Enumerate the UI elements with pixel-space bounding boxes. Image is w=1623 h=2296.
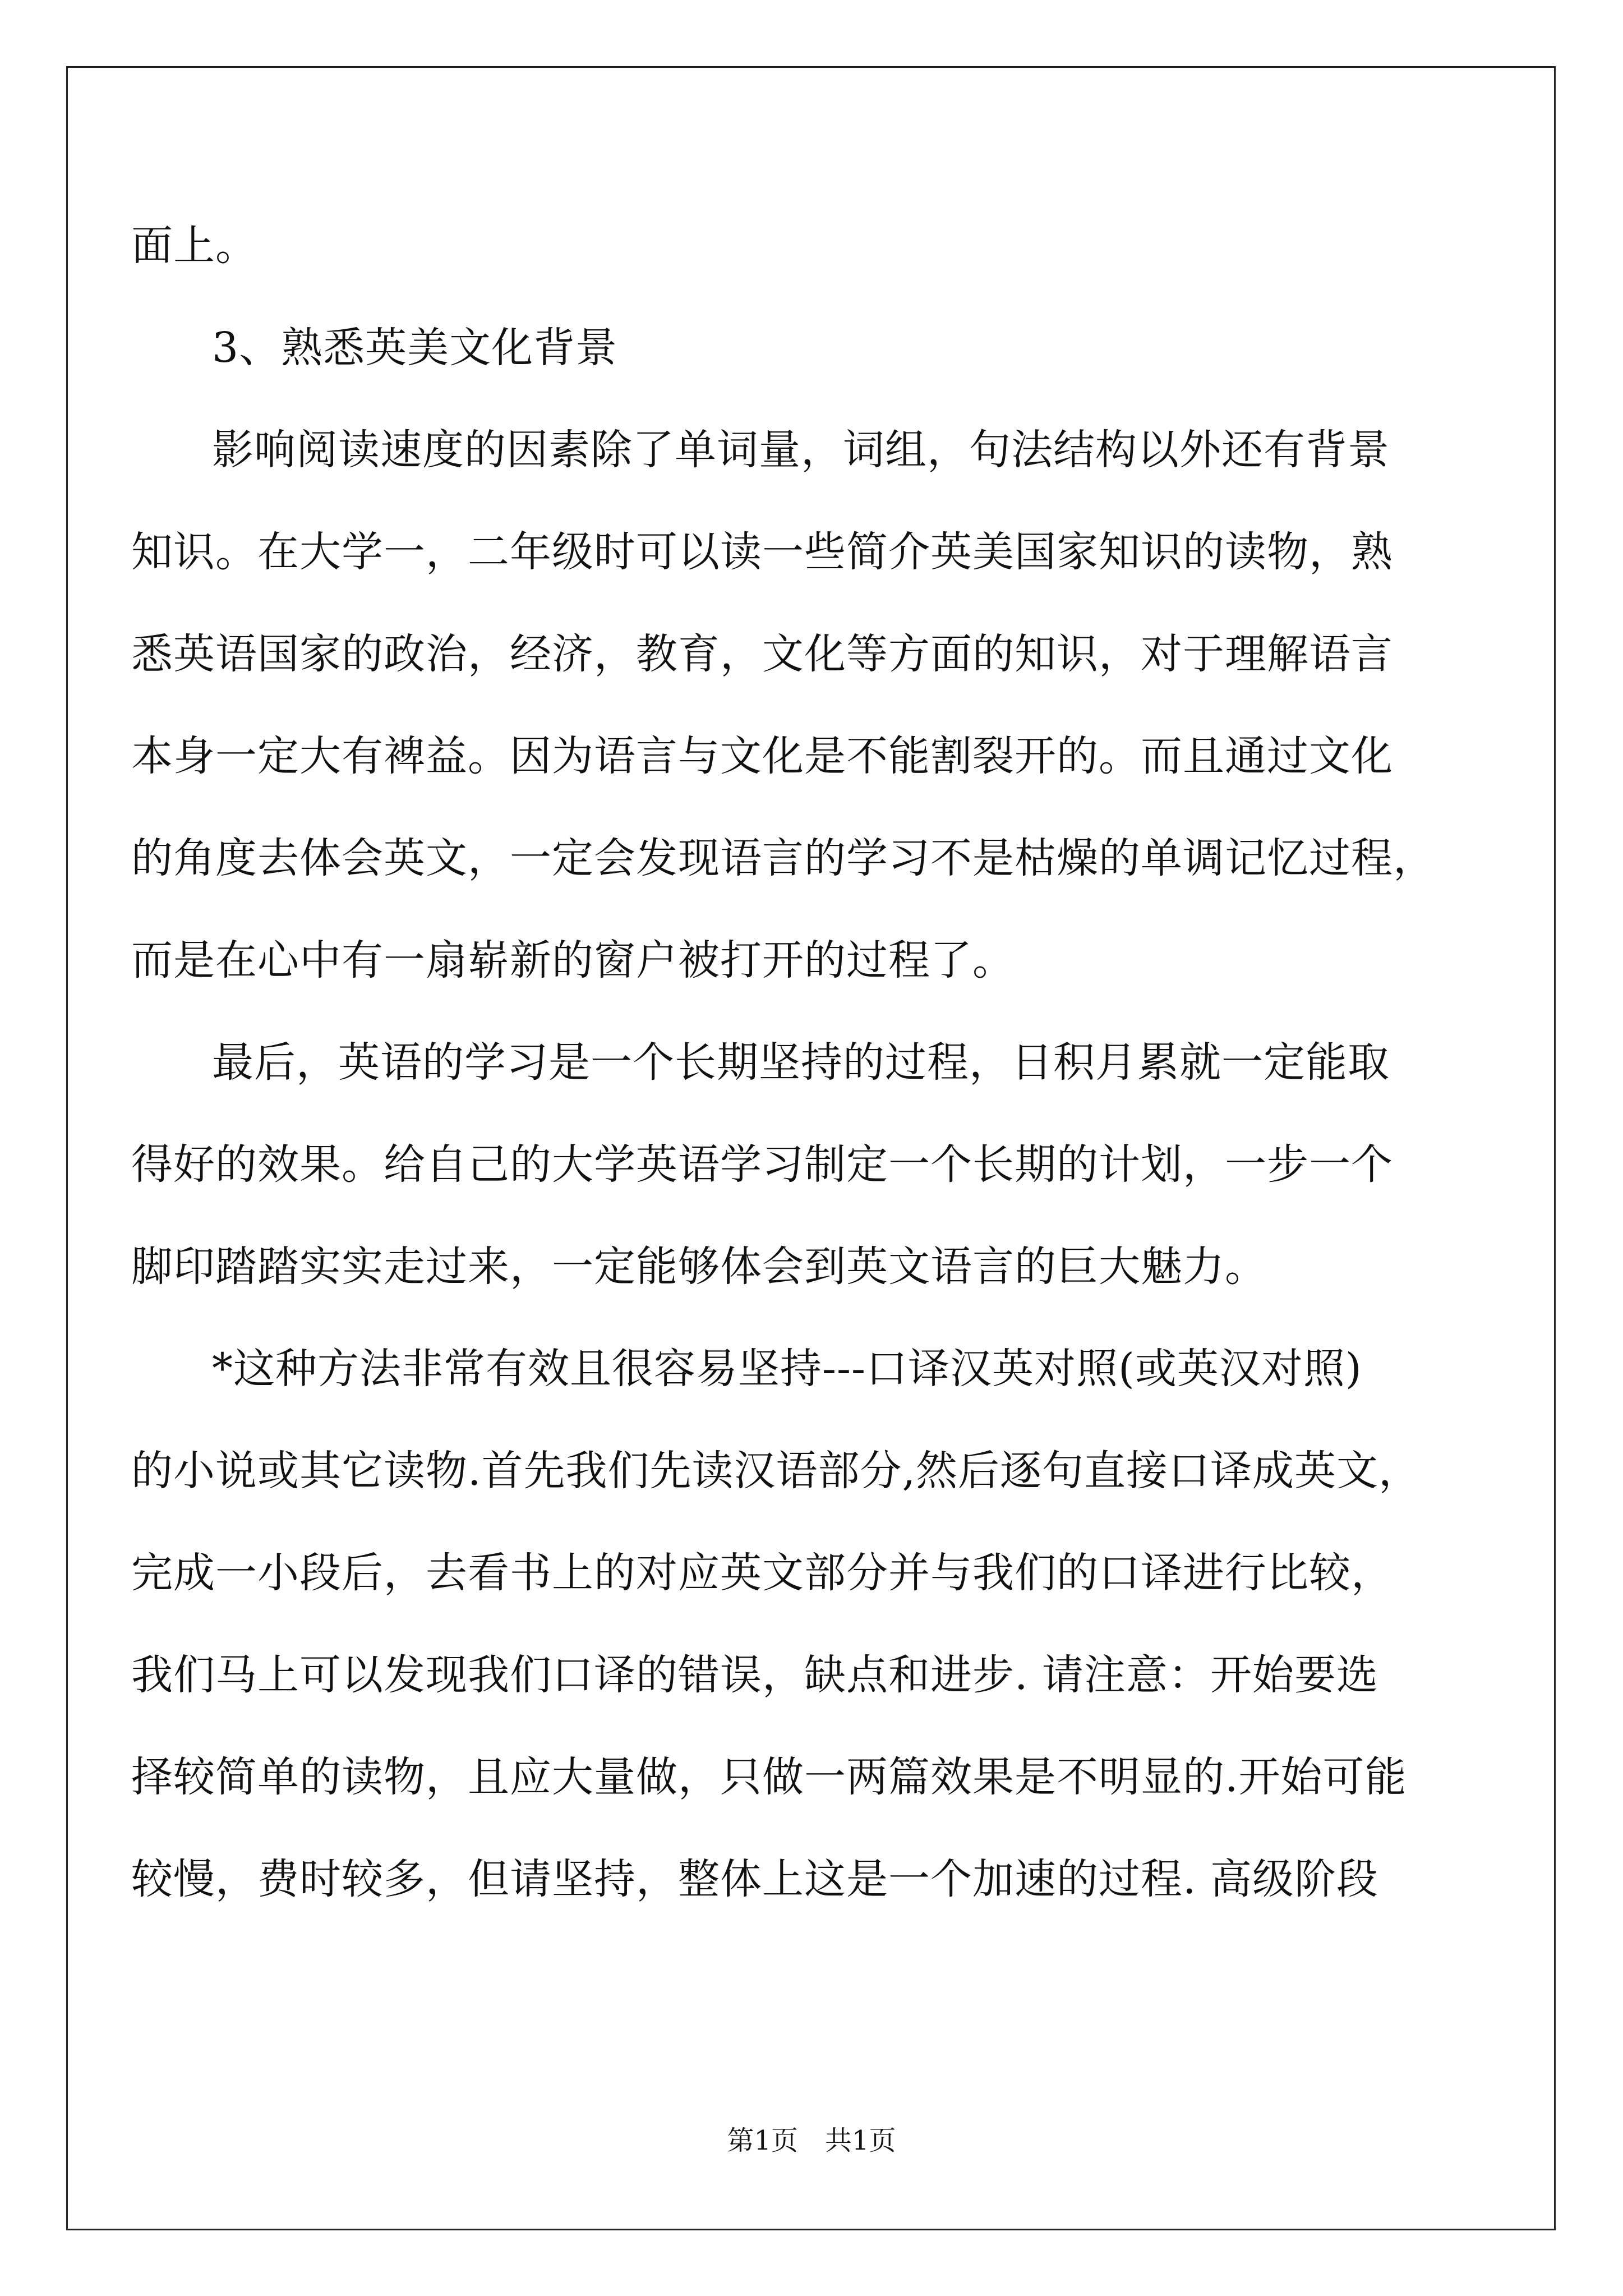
- text-line: 影响阅读速度的因素除了单词量，词组，句法结构以外还有背景: [212, 426, 1390, 474]
- text-line: 完成一小段后，去看书上的对应英文部分并与我们的口译进行比较，: [131, 1549, 1393, 1597]
- section-heading: 3、熟悉英美文化背景: [212, 324, 618, 372]
- text-line: 悉英语国家的政治，经济，教育，文化等方面的知识，对于理解语言: [131, 630, 1393, 678]
- text-line: *这种方法非常有效且很容易坚持---口译汉英对照(或英汉对照): [212, 1345, 1362, 1393]
- text-line: 最后，英语的学习是一个长期坚持的过程，日积月累就一定能取: [212, 1038, 1390, 1087]
- text-line: 的小说或其它读物.首先我们先读汉语部分,然后逐句直接口译成英文，: [131, 1447, 1421, 1495]
- text-line: 脚印踏踏实实走过来，一定能够体会到英文语言的巨大魅力。: [131, 1243, 1267, 1291]
- text-line: 而是在心中有一扇崭新的窗户被打开的过程了。: [131, 936, 1015, 984]
- text-line: 得好的效果。给自己的大学英语学习制定一个长期的计划，一步一个: [131, 1140, 1393, 1189]
- text-line: 知识。在大学一，二年级时可以读一些简介英美国家知识的读物，熟: [131, 528, 1393, 576]
- text-line: 的角度去体会英文，一定会发现语言的学习不是枯燥的单调记忆过程，: [131, 834, 1435, 882]
- text-line: 本身一定大有裨益。因为语言与文化是不能割裂开的。而且通过文化: [131, 732, 1393, 780]
- page-number-footer: 第1页 共1页: [727, 2125, 896, 2156]
- text-line: 我们马上可以发现我们口译的错误，缺点和进步. 请注意：开始要选: [131, 1651, 1379, 1699]
- text-line: 较慢，费时较多，但请坚持，整体上这是一个加速的过程. 高级阶段: [131, 1855, 1379, 1903]
- text-line: 面上。: [131, 222, 257, 270]
- text-line: 择较简单的读物，且应大量做，只做一两篇效果是不明显的.开始可能: [131, 1753, 1407, 1801]
